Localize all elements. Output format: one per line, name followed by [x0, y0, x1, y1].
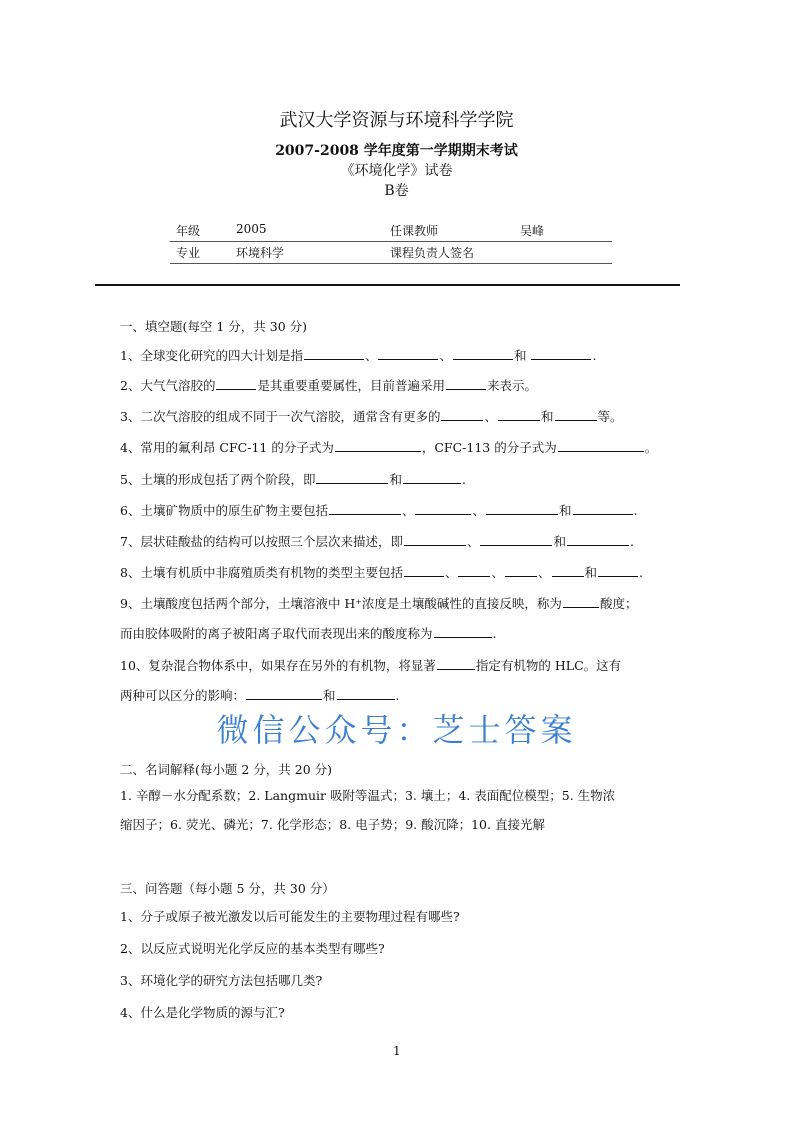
fill-question [120, 346, 596, 364]
question-text: 、 [491, 565, 504, 580]
question-text: . [630, 534, 634, 549]
question-text: 、 [538, 565, 551, 580]
answer-blank[interactable] [558, 439, 644, 452]
question-text: 和 [553, 534, 566, 549]
teacher-label: 任课教师 [390, 224, 439, 238]
watermark: 微信公众号：芝士答案 [216, 711, 577, 749]
answer-blank[interactable] [505, 564, 537, 577]
question-text: 6、土壤矿物质中的原生矿物主要包括 [120, 503, 328, 518]
terms-line: 1. 辛醇－水分配系数；2. Langmuir 吸附等温式；3. 壤土；4. 表面配位模型；5. 生物浓 [120, 788, 616, 803]
fill-question [120, 501, 638, 519]
question-text: 8、土壤有机质中非腐殖质类有机物的类型主要包括 [120, 565, 403, 580]
section-fill-title: 一、填空题(每空 1 分，共 30 分) [120, 319, 308, 334]
answer-blank[interactable] [329, 502, 401, 515]
question-text: 7、层状硅酸盐的结构可以按照三个层次来描述，即 [120, 534, 403, 549]
answer-blank[interactable] [598, 564, 638, 577]
question-text: 和 [514, 348, 531, 363]
sign-label: 课程负责人签名 [390, 246, 475, 260]
question-text: 指定有机物的 HLC。这有 [475, 658, 622, 673]
fill-question [120, 594, 637, 612]
question-text: 和 [584, 565, 598, 580]
question-text: 、 [472, 503, 485, 518]
page-number: 1 [393, 1044, 401, 1058]
fill-question [120, 438, 657, 456]
answer-blank[interactable] [498, 408, 540, 421]
school-title: 武汉大学资源与环境科学学院 [279, 110, 514, 131]
answer-blank[interactable] [304, 347, 364, 360]
answer-blank[interactable] [573, 502, 633, 515]
question-text: 而由胶体吸附的离子被阳离子取代而表现出来的酸度称为 [120, 626, 433, 641]
question-text: 、 [364, 348, 378, 363]
question-text: 。 [644, 440, 658, 455]
question-text: 1、全球变化研究的四大计划是指 [120, 348, 303, 363]
question-text: 和 [540, 409, 554, 424]
fill-question [120, 407, 623, 425]
info-row-2 [170, 242, 612, 264]
fill-question [120, 563, 643, 581]
question-text: . [633, 503, 638, 518]
fill-question [120, 656, 621, 674]
question-text: . [492, 626, 497, 641]
grade-label: 年级 [176, 224, 201, 238]
question-text: 酸度； [599, 596, 638, 611]
divider [95, 284, 680, 286]
question-text: . [395, 688, 400, 703]
qa-question: 1、分子或原子被光激发以后可能发生的主要物理过程有哪些? [120, 909, 460, 924]
answer-blank[interactable] [563, 595, 599, 608]
question-text: 、 [401, 503, 415, 518]
question-text: 4、常用的氟利昂 CFC-11 的分子式为 [120, 440, 334, 455]
answer-blank[interactable] [378, 347, 438, 360]
question-text: 等。 [597, 409, 623, 424]
terms-line: 缩因子；6. 荧光、磷光；7. 化学形态；8. 电子势；9. 酸沉降；10. 直接光解 [120, 817, 545, 832]
answer-blank[interactable] [480, 533, 552, 546]
answer-blank[interactable] [335, 439, 421, 452]
question-text: 和 [559, 503, 572, 518]
fill-question [120, 376, 537, 394]
qa-question: 4、什么是化学物质的源与汇? [120, 1005, 285, 1020]
question-text: 两种可以区分的影响： [120, 688, 246, 703]
answer-blank[interactable] [337, 687, 395, 700]
section-terms-title: 二、名词解释(每小题 2 分，共 20 分) [120, 762, 333, 777]
answer-blank[interactable] [404, 564, 444, 577]
answer-blank[interactable] [531, 347, 591, 360]
fill-question [120, 470, 466, 488]
fill-question [120, 624, 497, 642]
question-text: 来表示。 [486, 378, 537, 393]
question-text: 3、二次气溶胶的组成不同于一次气溶胶，通常含有更多的 [120, 409, 441, 424]
answer-blank[interactable] [434, 625, 492, 638]
exam-title: 2007-2008 学年度第一学期期末考试 [275, 143, 518, 159]
answer-blank[interactable] [486, 502, 558, 515]
qa-question: 2、以反应式说明光化学反应的基本类型有哪些? [120, 941, 385, 956]
answer-blank[interactable] [404, 533, 466, 546]
answer-blank[interactable] [316, 471, 388, 484]
answer-blank[interactable] [216, 377, 256, 390]
question-text: 2、大气气溶胶的 [120, 378, 216, 393]
question-text: 是其重要重要属性，目前普遍采用 [257, 378, 445, 393]
fill-question [120, 532, 634, 550]
course-title: 《环境化学》试卷 [340, 163, 453, 179]
answer-blank[interactable] [246, 687, 322, 700]
question-text: 、 [466, 534, 480, 549]
question-text: . [639, 565, 644, 580]
question-text: 和 [323, 688, 336, 703]
question-text: 、 [444, 565, 458, 580]
question-text: 9、土壤酸度包括两个部分，土壤溶液中 H⁺浓度是土壤酸碱性的直接反映，称为 [120, 596, 562, 611]
answer-blank[interactable] [555, 408, 597, 421]
grade-value: 2005 [236, 222, 267, 236]
question-text: 10、复杂混合物体系中，如果存在另外的有机物，将显著 [120, 658, 436, 673]
answer-blank[interactable] [552, 564, 584, 577]
answer-blank[interactable] [453, 347, 513, 360]
question-text: 5、土壤的形成包括了两个阶段，即 [120, 472, 316, 487]
answer-blank[interactable] [415, 502, 471, 515]
answer-blank[interactable] [437, 657, 475, 670]
answer-blank[interactable] [441, 408, 483, 421]
major-value: 环境科学 [236, 246, 285, 260]
section-qa-title: 三、问答题（每小题 5 分，共 30 分） [120, 881, 335, 896]
paper-version: B卷 [384, 183, 409, 199]
info-row-1 [170, 220, 612, 242]
teacher-value: 吴峰 [520, 224, 545, 238]
question-text: . [592, 348, 597, 363]
qa-question: 3、环境化学的研究方法包括哪几类? [120, 973, 323, 988]
major-label: 专业 [176, 246, 201, 260]
answer-blank[interactable] [458, 564, 490, 577]
answer-blank[interactable] [446, 377, 486, 390]
question-text: ，CFC-113 的分子式为 [421, 440, 557, 455]
answer-blank[interactable] [567, 533, 629, 546]
question-text: 和 [389, 472, 402, 487]
question-text: 、 [484, 409, 497, 424]
question-text: 、 [439, 348, 452, 363]
question-text: . [461, 472, 466, 487]
fill-question [120, 686, 400, 704]
answer-blank[interactable] [403, 471, 461, 484]
